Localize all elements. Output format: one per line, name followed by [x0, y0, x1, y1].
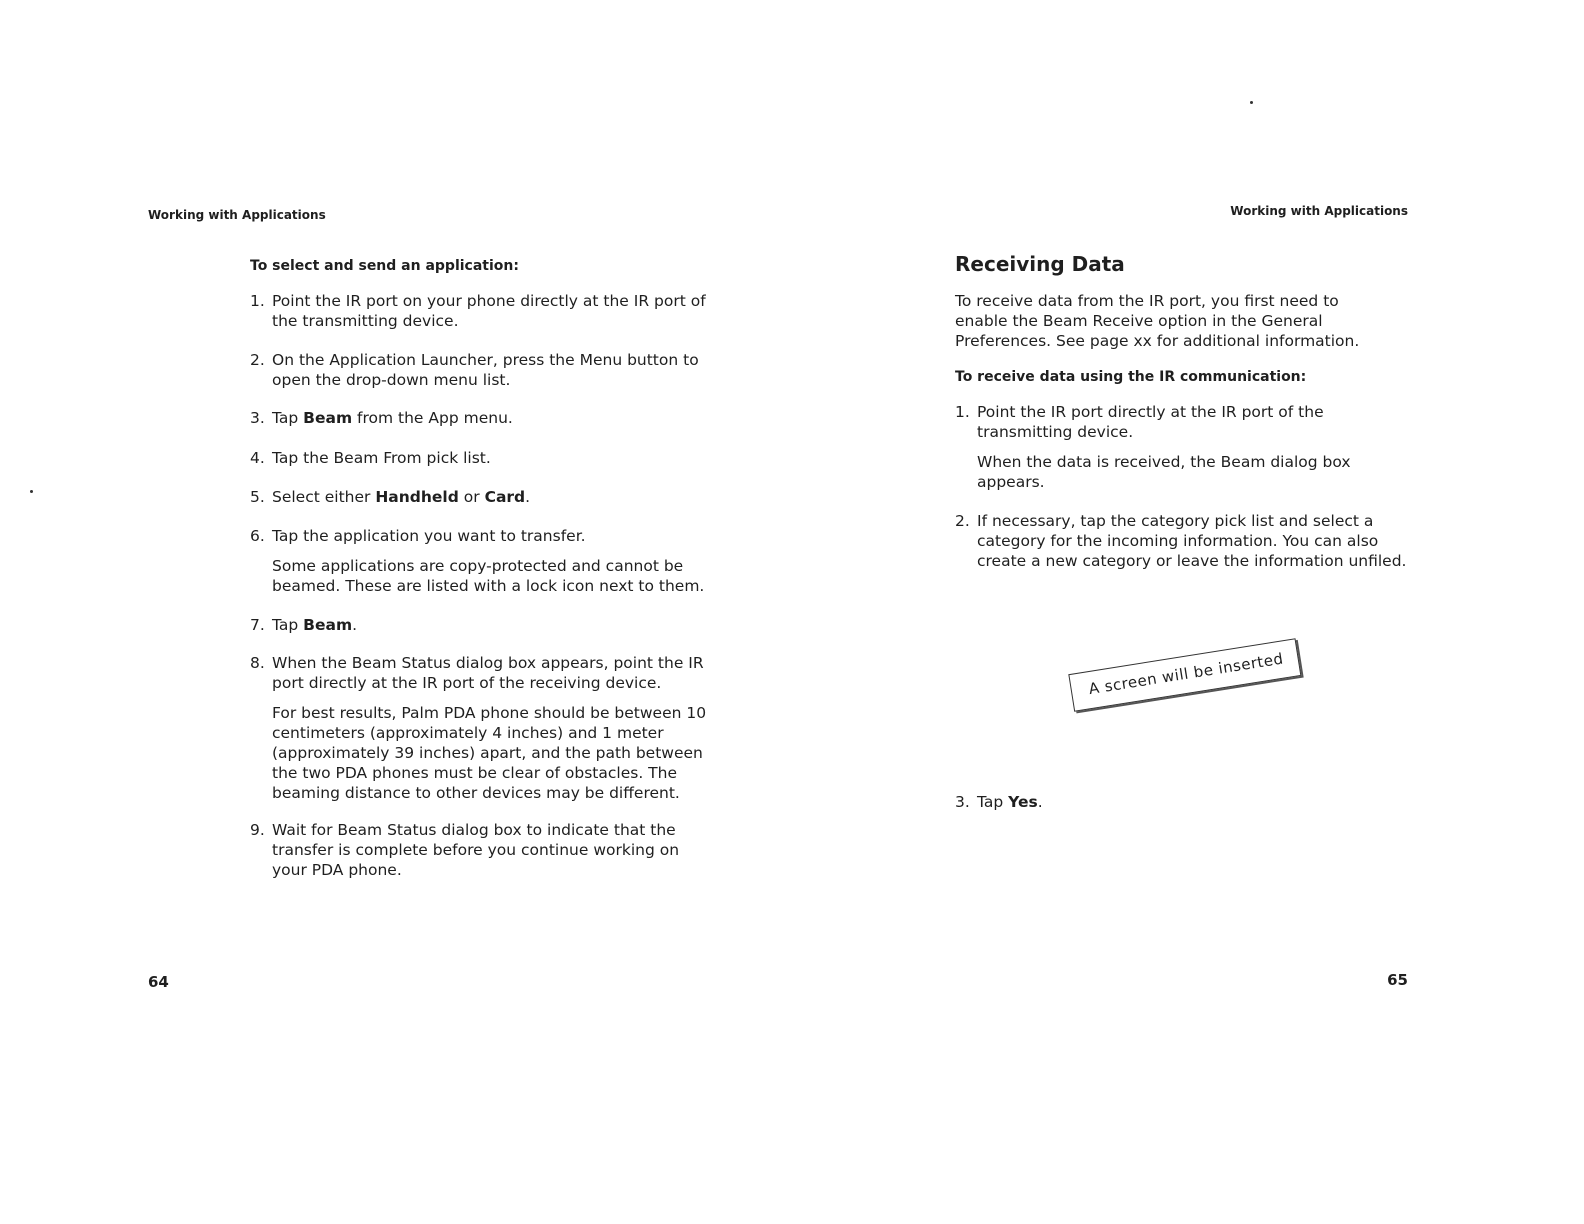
step-text: Tap — [977, 793, 1009, 811]
step-text-line: transfer is complete before you continue working on — [272, 841, 680, 859]
step-text-line: create a new category or leave the information unfiled. — [977, 552, 1407, 570]
note-line: the two PDA phones must be clear of obstacles. The — [272, 764, 678, 782]
step-text-line: If necessary, tap the category pick list and select a — [977, 512, 1374, 530]
step-text-bold: Handheld — [375, 488, 459, 506]
step-text-line: the transmitting device. — [272, 312, 459, 330]
step-6-note — [272, 556, 732, 596]
step-text-line: On the Application Launcher, press the Menu button to — [272, 351, 699, 369]
step-text: Tap — [272, 409, 304, 427]
step-text-line: Tap the Beam From pick list. — [272, 449, 491, 467]
step-text: . — [352, 616, 358, 634]
right-running-header: Working with Applications — [1230, 204, 1408, 218]
left-running-header: Working with Applications — [148, 208, 326, 222]
step-text-bold: Beam — [303, 616, 353, 634]
step-text-line: open the drop-down menu list. — [272, 371, 511, 389]
step-text: Select either — [272, 488, 376, 506]
step-number: 3. — [955, 793, 970, 811]
step-number: 4. — [250, 449, 265, 467]
step-number: 1. — [955, 403, 970, 421]
screen-placeholder — [1068, 638, 1301, 713]
note-line: centimeters (approximately 4 inches) and 1 meter — [272, 724, 664, 742]
intro-line: Preferences. See page xx for additional information. — [955, 332, 1360, 350]
step-number: 2. — [250, 351, 265, 369]
note-line: For best results, Palm PDA phone should be between 10 — [272, 704, 707, 722]
intro-paragraph — [955, 291, 1415, 351]
step-text: . — [1037, 793, 1043, 811]
note-line: (approximately 39 inches) apart, and the path between — [272, 744, 703, 762]
note-line: beaming distance to other devices may be different. — [272, 784, 680, 802]
step-text-bold: Card — [484, 488, 526, 506]
placeholder-label: A screen will be inserted — [1087, 649, 1285, 699]
step-text-line: Point the IR port on your phone directly at the IR port of — [272, 292, 706, 310]
left-page-number: 64 — [148, 973, 169, 991]
step-text-line: Tap the application you want to transfer. — [272, 527, 586, 545]
left-subheading: To select and send an application: — [250, 258, 519, 274]
intro-line: To receive data from the IR port, you first need to — [955, 292, 1339, 310]
note-line: Some applications are copy-protected and cannot be — [272, 557, 684, 575]
step-number: 5. — [250, 488, 265, 506]
note-line: beamed. These are listed with a lock icon next to them. — [272, 577, 705, 595]
step-number: 9. — [250, 821, 265, 839]
step-number: 1. — [250, 292, 265, 310]
step-text: from the App menu. — [352, 409, 513, 427]
right-page-number: 65 — [1387, 971, 1408, 989]
note-line: When the data is received, the Beam dialog box — [977, 453, 1351, 471]
step-number: 8. — [250, 654, 265, 672]
step-text-line: Wait for Beam Status dialog box to indicate that the — [272, 821, 676, 839]
note-line: appears. — [977, 473, 1045, 491]
section-heading: Receiving Data — [955, 252, 1125, 276]
step-8-note — [272, 703, 732, 803]
step-text-bold: Yes — [1008, 793, 1038, 811]
step-text-line: When the Beam Status dialog box appears, point the IR — [272, 654, 704, 672]
step-text-line: category for the incoming information. You can also — [977, 532, 1379, 550]
right-subheading: To receive data using the IR communication: — [955, 369, 1307, 385]
step-text-line: transmitting device. — [977, 423, 1134, 441]
scan-speck — [1250, 101, 1253, 104]
step-text-line: Point the IR port directly at the IR port of the — [977, 403, 1324, 421]
step-text: or — [458, 488, 485, 506]
intro-line: enable the Beam Receive option in the General — [955, 312, 1323, 330]
step-text: Tap — [272, 616, 304, 634]
step-text-bold: Beam — [303, 409, 353, 427]
step-1-note — [977, 452, 1417, 492]
step-number: 2. — [955, 512, 970, 530]
step-text-line: port directly at the IR port of the receiving device. — [272, 674, 662, 692]
step-text-line: your PDA phone. — [272, 861, 402, 879]
step-number: 6. — [250, 527, 265, 545]
scan-speck — [30, 490, 33, 493]
step-number: 3. — [250, 409, 265, 427]
step-number: 7. — [250, 616, 265, 634]
step-text: . — [525, 488, 531, 506]
